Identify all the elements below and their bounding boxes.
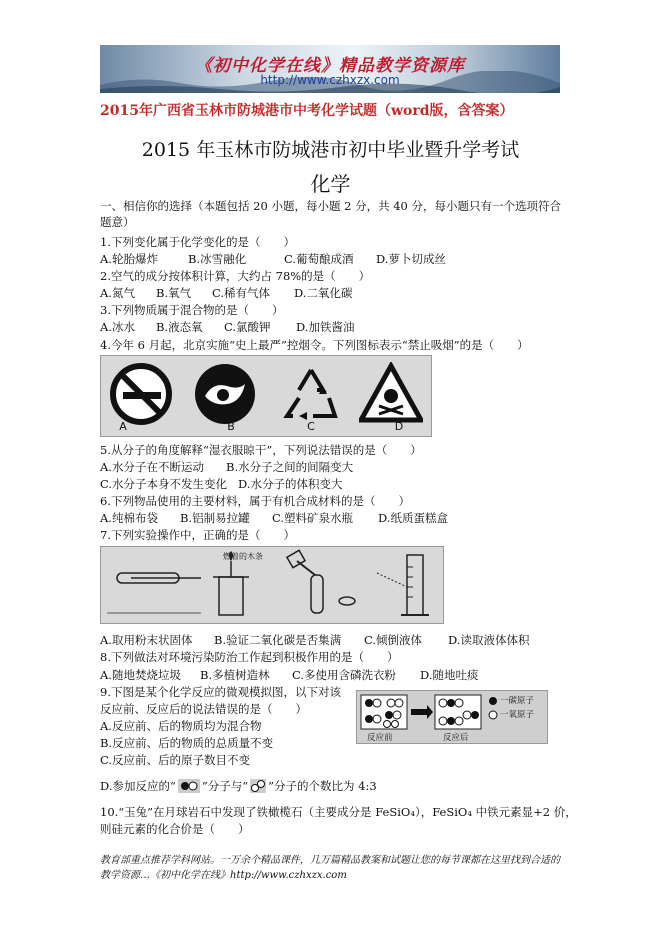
question-9-stem-line1: 9.下图是某个化学反应的微观模拟图，以下对该 [100, 685, 341, 699]
document-title: 2015年广西省玉林市防城港市中考化学试题（word版，含答案） [100, 103, 514, 119]
question-6-stem: 6.下列物品使用的主要材料，属于有机合成材料的是（ ） [100, 494, 410, 508]
legend-carbon-atom: 一碳原子 [500, 696, 535, 706]
q8-option-d: D.随地吐痰 [420, 668, 479, 682]
q2-option-d: D.二氧化碳 [294, 286, 353, 300]
q9-option-d [100, 778, 570, 794]
q5-option-d: D.水分子的体积变大 [238, 477, 343, 491]
sign-label-a: A [119, 420, 127, 433]
question-10-stem-line1: 10.“玉兔”在月球岩石中发现了铁橄榄石（主要成分是 FeSiO₄），FeSiO₄ 中铁元素显+2 价， [100, 805, 577, 819]
q3-option-b: B.液态氧 [156, 320, 203, 334]
question-1-options [100, 251, 570, 267]
q8-option-b: B.多植树造林 [200, 668, 270, 682]
question-7-stem: 7.下列实验操作中，正确的是（ ） [100, 528, 295, 542]
co-molecule-icon [178, 779, 200, 793]
banner-url[interactable]: http://www.czhxzx.com [260, 73, 400, 87]
question-5-options-cd [100, 476, 570, 492]
q1-option-d: D.萝卜切成丝 [376, 252, 446, 266]
question-8-stem: 8.下列做法对环境污染防治工作起到积极作用的是（ ） [100, 650, 399, 664]
water-saving-icon [193, 362, 257, 426]
q9-option-a: A.反应前、后的物质均为混合物 [100, 719, 262, 733]
q9-option-b: B.反应前、后的物质的总质量不变 [100, 736, 274, 750]
q6-option-a: A.纯棉布袋 [100, 511, 158, 525]
before-reaction-label: 反应前 [367, 733, 393, 743]
footer-line-2[interactable]: 教学资源…《初中化学在线》http://www.czhxzx.com [100, 870, 347, 881]
question-3-stem: 3.下列物质属于混合物的是（ ） [100, 303, 284, 317]
q7-option-c: C.倾倒液体 [364, 633, 423, 647]
q6-option-d: D.纸质蛋糕盒 [378, 511, 448, 525]
q7-option-b: B.验证二氧化碳是否集满 [214, 633, 342, 647]
q9-reaction-diagram [356, 690, 548, 744]
question-7-options [100, 632, 570, 648]
legend-oxygen-atom: 一氧原子 [500, 710, 535, 720]
question-2-options [100, 285, 570, 301]
question-5-options-ab [100, 459, 570, 475]
q4-signs-image [100, 355, 432, 437]
recycle-icon [279, 362, 343, 426]
q2-option-a: A.氮气 [100, 286, 135, 300]
question-4-stem: 4.今年 6 月起，北京实施“史上最严”控烟令。下列图标表示“禁止吸烟”的是（ ） [100, 338, 529, 352]
q9-option-d-suffix: ”分子的个数比为 4:3 [268, 779, 377, 793]
header-banner [100, 45, 560, 93]
q8-option-c: C.多使用含磷洗衣粉 [292, 668, 397, 682]
question-9-stem-line2: 反应前、反应后的说法错误的是（ ） [100, 702, 307, 716]
q3-option-c: C.氯酸钾 [224, 320, 271, 334]
q7-option-a: A.取用粉末状固体 [100, 633, 193, 647]
q6-option-b: B.铝制易拉罐 [180, 511, 250, 525]
question-1-stem: 1.下列变化属于化学变化的是（ ） [100, 235, 295, 249]
exam-title: 2015 年玉林市防城港市初中毕业暨升学考试 [141, 139, 520, 161]
sign-label-d: D [394, 420, 404, 433]
footer-line-1: 教育部重点推荐学科网站。一万余个精品课件，几万篇精品教案和试题让您的每节课都在这里找到合适的 [100, 855, 560, 866]
q3-option-a: A.冰水 [100, 320, 135, 334]
q5-option-a: A.水分子在不断运动 [100, 460, 204, 474]
no-smoking-icon [109, 362, 173, 426]
banner-title: 《初中化学在线》精品教学资源库 [195, 56, 465, 76]
question-3-options [100, 319, 570, 335]
q9-option-d-prefix: D.参加反应的“ [100, 779, 176, 793]
question-6-options [100, 510, 570, 526]
subject-heading: 化学 [310, 172, 351, 196]
q1-option-b: B.冰雪融化 [188, 252, 247, 266]
q1-option-c: C.葡萄酿成酒 [284, 252, 354, 266]
q3-option-d: D.加铁酱油 [296, 320, 355, 334]
question-10-stem-line2: 则硅元素的化合价是（ ） [100, 822, 250, 836]
page-footer [100, 853, 570, 883]
q2-option-c: C.稀有气体 [212, 286, 271, 300]
toxic-hazard-icon [359, 362, 423, 426]
q5-option-b: B.水分子之间的间隔变大 [226, 460, 354, 474]
question-8-options [100, 667, 570, 683]
question-5-stem: 5.从分子的角度解释“湿衣服晾干”，下列说法错误的是（ ） [100, 443, 422, 457]
q7-option-d: D.读取液体体积 [448, 633, 530, 647]
q5-option-c: C.水分子本身不发生变化 [100, 477, 228, 491]
after-reaction-label: 反应后 [443, 733, 469, 743]
sign-label-b: B [227, 420, 235, 433]
lab-apparatus-drawing [101, 547, 443, 623]
o2-molecule-icon [250, 779, 266, 793]
sign-label-c: C [307, 420, 315, 433]
q1-option-a: A.轮胎爆炸 [100, 252, 158, 266]
question-2-stem: 2.空气的成分按体积计算，大约占 78%的是（ ） [100, 269, 371, 283]
burning-stick-label: 燃着的木条 [223, 552, 263, 561]
q7-lab-operations-image [100, 546, 444, 624]
q9-option-c: C.反应前、后的原子数目不变 [100, 753, 251, 767]
q9-option-d-middle: ”分子与“ [201, 779, 249, 793]
q8-option-a: A.随地焚烧垃圾 [100, 668, 181, 682]
q6-option-c: C.塑料矿泉水瓶 [272, 511, 354, 525]
q2-option-b: B.氧气 [156, 286, 192, 300]
section-instructions: 一、相信你的选择（本题包括 20 小题，每小题 2 分，共 40 分，每小题只有一个选项符合题意） [100, 199, 562, 229]
